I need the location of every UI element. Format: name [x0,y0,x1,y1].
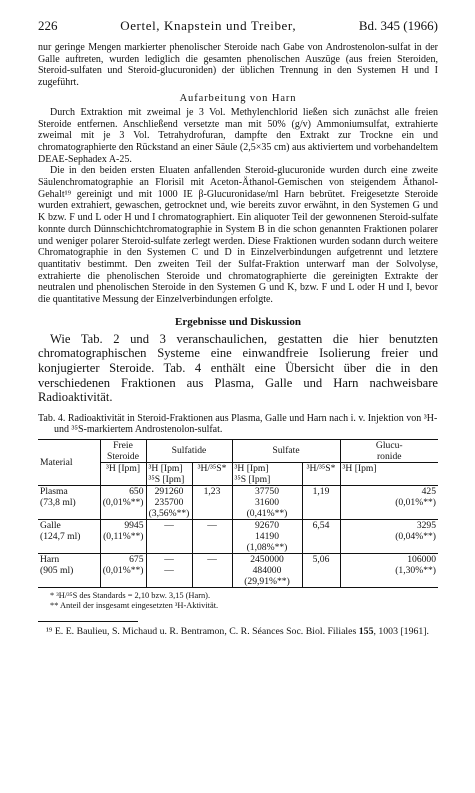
table-row [38,553,438,587]
section-heading: Ergebnisse und Diskussion [175,315,301,328]
free-steroid-cell: 9945 (0,11%**) [100,519,146,553]
header-sulfate: Sulfate [232,439,340,462]
subsection-heading: Aufarbeitung von Harn [179,92,297,104]
header-glucuronide-ipm: ³H [Ipm] [340,462,438,485]
reference-19: ¹⁹ E. E. Baulieu, S. Michaud u. R. Bentramon, C. R. Séances Soc. Biol. Filiales 155, 1003 [1961]. [46,625,429,637]
sulfatide-ipm-cell: 291260 235700 (3,56%**) [146,485,192,519]
table-footnote: ** Anteil der insgesamt eingesetzten ³H-Aktivität. [50,600,219,610]
volume-info: Bd. 345 (1966) [358,18,438,33]
sulfate-ratio-cell: 5,06 [302,553,340,587]
sulfate-ipm-cell: 37750 31600 (0,41%**) [232,485,302,519]
paragraph-results: Wie Tab. 2 und 3 veranschaulichen, gestatten die hier benutzten chromatographischen Systeme eine einwandfreie Isolierung freier und konjugierter Steroide. Tab. 4 enthält eine Übersicht über die in den verschiedenen Fraktionen aus Plasma, Galle und Harn nachweisbare Radioaktivität. [38,331,438,405]
material-cell: Harn (905 ml) [40,553,74,576]
table-row [38,485,438,519]
free-steroid-cell: 675 (0,01%**) [100,553,146,587]
header-sulfate-ratio: ³H/³⁵S* [302,462,340,485]
sulfatide-ratio-cell: 1,23 [192,485,232,519]
page [38,18,438,637]
header-free-ipm: ³H [Ipm] [100,462,146,485]
sulfatide-ipm-cell: — [146,519,192,553]
header-sulfate-ipm: ³H [Ipm] ³⁵S [Ipm] [232,462,302,485]
table-header-row-1 [38,439,438,462]
paragraph-glucuronide: Die in den beiden ersten Eluaten anfallenden Steroid-glucuronide wurden durch eine zweite Säulenchromatographie an Florisil mit Aceton-Äthanol-Gemischen von steigendem Äthanol-Gehalt¹⁹ gereinigt und mit 1000 IE β-Glucuronidase/ml Harn bebrütet. Freigesetzte Steroide wurden extrahiert, gewaschen, getrocknet und, wie bereits zuvor erwähnt, in den Systemen G und K bzw. F und L oder H und I chromatographiert. Ein aliquoter Teil der gewonnenen Steroid-sulfate konnte durch Dünnschichtchromatographie in System B in die schon genannten Fraktionen polarer und weniger polarer Steroid-sulfate zerlegt werden. Diese Fraktionen wurden sodann durch weitere Chromatographie in den Systemen C und D in Einzelverbindungen aufgetrennt und letztere quantitativ bestimmt. Den zweiten Teil der Sulfat-Fraktion unterwarf man der Solvolyse, extrahierte die phenolischen Steroide und chromatographierte die gereinigten Extrakte der neutralen und phenolischen Steroide in den Systemen G und K, bzw. F und L oder H und I, bevor die quantitative Messung der Einzelverbindungen erfolgte. [38,165,438,306]
radioactivity-table [38,439,438,588]
sulfate-ipm-cell: 2450000 484000 (29,91%**) [232,553,302,587]
glucuronide-cell: 425 (0,01%**) [340,485,438,519]
sulfatide-ratio-cell: — [192,519,232,553]
paragraph-intro: nur geringe Mengen markierter phenolischer Steroide nach Gabe von Androstenolon-sulfat in der Galle auftreten, wurden lediglich die gesamten phenolischen Auszüge (aus freien Steroiden, Steroid-sulfaten und Steroid-glucuroniden) der üblichen Trennung in den Systemen H und I zugeführt. [38,42,438,89]
page-number: 226 [38,18,58,33]
header-sulfatide-ipm: ³H [Ipm] ³⁵S [Ipm] [146,462,192,485]
header-sulfatide-ratio: ³H/³⁵S* [192,462,232,485]
running-header [38,18,438,34]
sulfate-ratio-cell: 1,19 [302,485,340,519]
table-row [38,519,438,553]
free-steroid-cell: 650 (0,01%**) [100,485,146,519]
header-free: Freie Steroide [100,439,146,462]
table-caption: Tab. 4. Radioaktivität in Steroid-Fraktionen aus Plasma, Galle und Harn nach i. v. Injektion von ³H- und ³⁵S-markiertem Androstenolon-sulfat. [38,412,438,436]
header-sulfatide: Sulfatide [146,439,232,462]
footnote-rule [38,621,138,622]
paragraph-extraction: Durch Extraktion mit zweimal je 3 Vol. Methylenchlorid ließen sich zunächst alle freien Steroide entfernen. Anschließend versetzte man mit 50% (g/v) Ammoniumsulfat, extrahierte zweimal mit je 3 Vol. Tetrahydrofuran, dampfte den Extrakt zur Trockne ein und chromatographierte den Rückstand an einer Säule (2,5×35 cm) aus aktiviertem und vorbehandeltem DEAE-Sephadex A-25. [38,106,438,165]
material-cell: Galle (124,7 ml) [40,519,81,542]
glucuronide-cell: 106000 (1,30%**) [340,553,438,587]
sulfatide-ipm-cell: — — [146,553,192,587]
running-authors: Oertel, Knapstein und Treiber, [120,18,297,33]
table-body [38,485,438,587]
header-material: Material [40,456,73,468]
glucuronide-cell: 3295 (0,04%**) [340,519,438,553]
sulfatide-ratio-cell: — [192,553,232,587]
table-footnote: * ³H/³⁵S des Standards = 2,10 bzw. 3,15 (Harn). [50,590,211,600]
sulfate-ipm-cell: 92670 14190 (1,08%**) [232,519,302,553]
sulfate-ratio-cell: 6,54 [302,519,340,553]
material-cell: Plasma (73,8 ml) [40,485,76,508]
header-glucuronide: Glucu- ronide [340,439,438,462]
